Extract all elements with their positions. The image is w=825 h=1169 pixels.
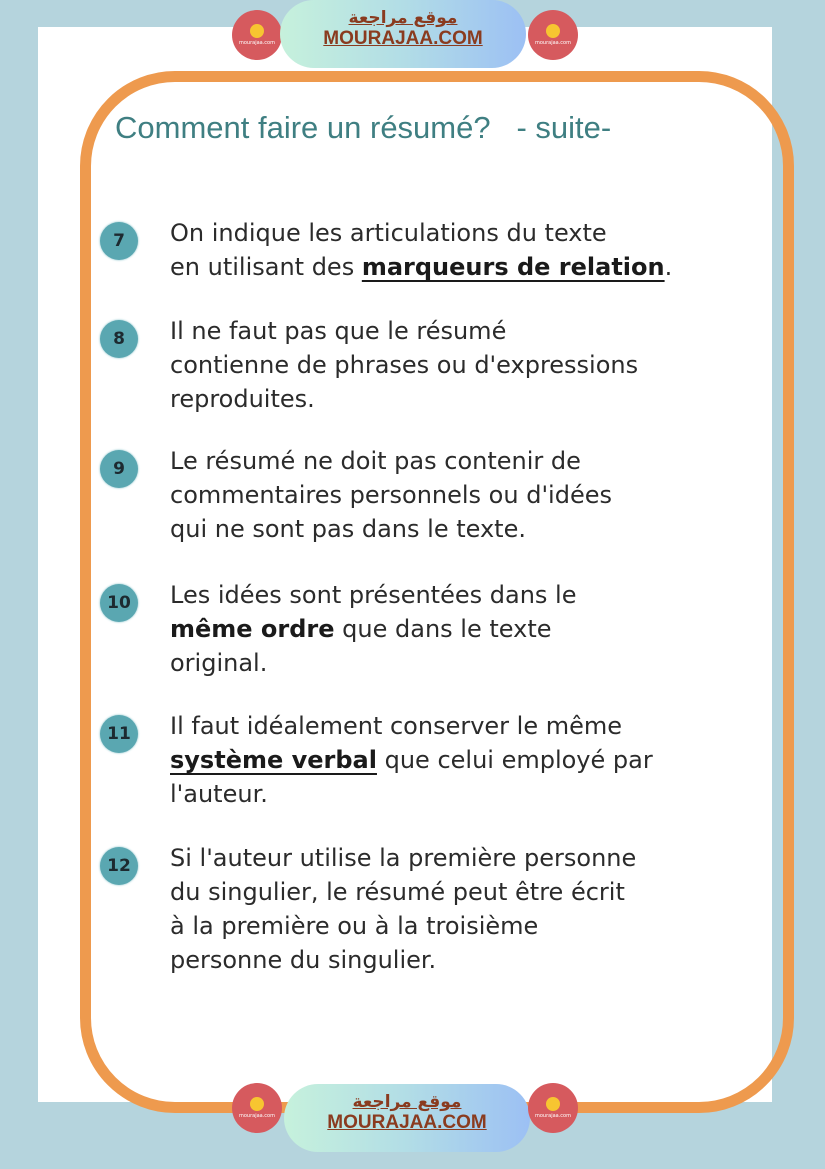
banner-site[interactable]: MOURAJAA.COM — [323, 28, 483, 49]
rule-text-line — [170, 216, 672, 250]
rule-text-line — [170, 777, 653, 811]
text-segment: Si l'auteur utilise la première personne — [170, 844, 637, 872]
logo-icon — [546, 24, 560, 38]
header-banner[interactable] — [280, 0, 526, 68]
emphasized-text: système verbal — [170, 746, 377, 774]
text-segment: Il faut idéalement conserver le même — [170, 712, 623, 740]
banner-arabic: موقع مراجعة — [348, 8, 458, 28]
rule-number-badge: 8 — [100, 320, 138, 358]
text-segment: en utilisant des — [170, 253, 362, 281]
rule-text-line — [170, 875, 636, 909]
rule-text-line — [170, 478, 612, 512]
rule-text — [170, 216, 672, 284]
logo-icon — [250, 24, 264, 38]
rule-number-badge: 11 — [100, 715, 138, 753]
text-segment: Les idées sont présentées dans le — [170, 581, 577, 609]
site-logo-right[interactable] — [528, 10, 578, 60]
rule-text-line — [170, 841, 636, 875]
text-segment: commentaires personnels ou d'idées — [170, 481, 612, 509]
rule-number-badge: 7 — [100, 222, 138, 260]
footer-logo-right[interactable] — [528, 1083, 578, 1133]
rule-number-badge: 12 — [100, 847, 138, 885]
rule-text — [170, 444, 612, 546]
rule-number-badge: 9 — [100, 450, 138, 488]
rule-text-line — [170, 512, 612, 546]
logo-icon — [250, 1097, 264, 1111]
text-segment: que celui employé par — [376, 746, 653, 774]
rule-text-line — [170, 709, 653, 743]
page-title: Comment faire un résumé? - suite- — [115, 110, 612, 145]
text-segment: . — [664, 253, 673, 281]
footer-logo-left[interactable] — [232, 1083, 282, 1133]
text-segment: personne du singulier. — [170, 946, 437, 974]
site-logo-left[interactable] — [232, 10, 282, 60]
text-segment: que dans le texte — [334, 615, 552, 643]
text-segment: l'auteur. — [170, 780, 268, 808]
emphasized-text: marqueurs de relation — [361, 253, 665, 281]
rule-text-line — [170, 646, 576, 680]
banner-arabic: موقع مراجعة — [352, 1092, 462, 1112]
logo-text: mourajaa.com — [534, 1113, 571, 1119]
text-segment: On indique les articulations du texte — [170, 219, 607, 247]
logo-text: mourajaa.com — [238, 40, 275, 46]
rule-text-line — [170, 578, 576, 612]
text-segment: du singulier, le résumé peut être écrit — [170, 878, 625, 906]
rule-text — [170, 841, 636, 977]
rule-text — [170, 314, 638, 416]
text-segment: Le résumé ne doit pas contenir de — [170, 447, 581, 475]
text-segment: contienne de phrases ou d'expressions — [170, 351, 639, 379]
emphasized-text: même ordre — [170, 615, 335, 643]
rule-text — [170, 578, 576, 680]
rule-text-line — [170, 943, 636, 977]
rule-text-line — [170, 909, 636, 943]
logo-icon — [546, 1097, 560, 1111]
rule-text-line — [170, 314, 638, 348]
logo-text: mourajaa.com — [534, 40, 571, 46]
text-segment: qui ne sont pas dans le texte. — [170, 515, 526, 543]
text-segment: Il ne faut pas que le résumé — [170, 317, 507, 345]
text-segment: original. — [170, 649, 268, 677]
rule-text-line — [170, 612, 576, 646]
rule-text-line — [170, 348, 638, 382]
text-segment: à la première ou à la troisième — [170, 912, 539, 940]
banner-site[interactable]: MOURAJAA.COM — [327, 1112, 487, 1133]
rule-text-line — [170, 444, 612, 478]
footer-banner[interactable] — [284, 1084, 530, 1152]
text-segment: reproduites. — [170, 385, 315, 413]
rule-text-line — [170, 250, 672, 284]
logo-text: mourajaa.com — [238, 1113, 275, 1119]
rule-text-line — [170, 743, 653, 777]
rule-text — [170, 709, 653, 811]
rule-text-line — [170, 382, 638, 416]
rule-number-badge: 10 — [100, 584, 138, 622]
